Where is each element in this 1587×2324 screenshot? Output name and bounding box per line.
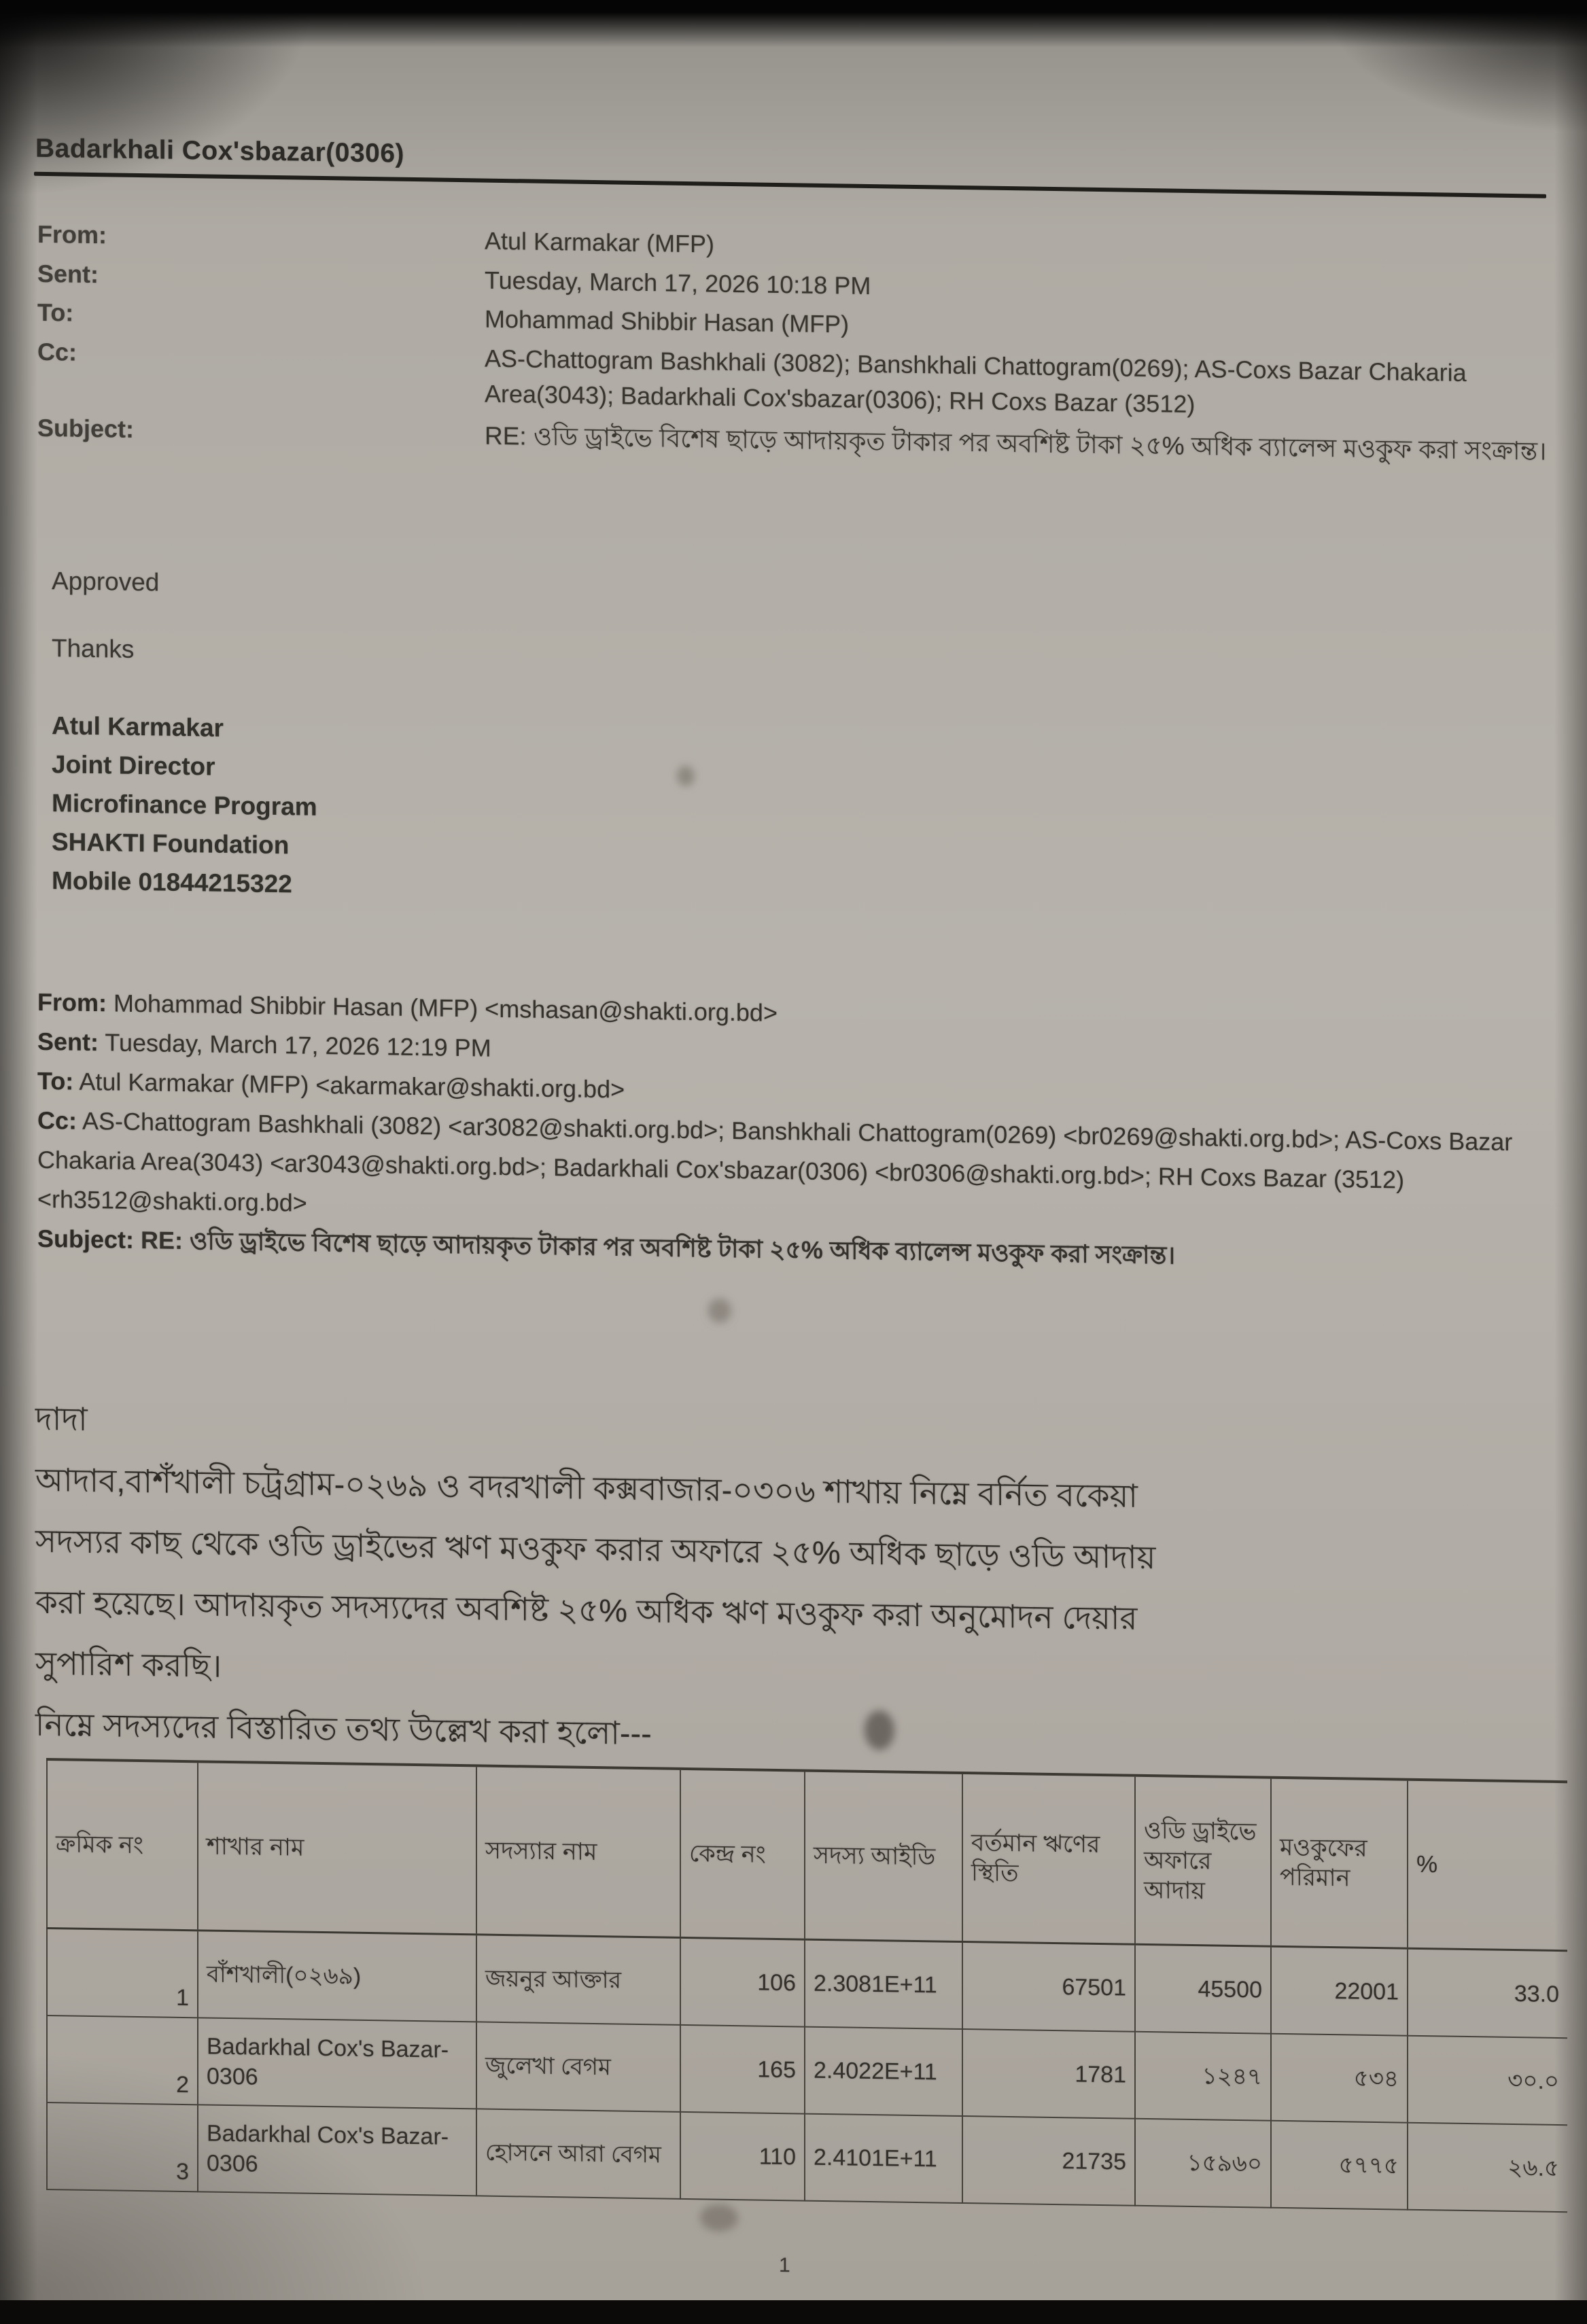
sent-label: Sent: bbox=[37, 259, 99, 289]
sent-value: Tuesday, March 17, 2026 10:18 PM bbox=[485, 266, 871, 300]
from-label: From: bbox=[37, 219, 107, 249]
email2-cc-row bbox=[37, 1101, 1553, 1242]
cell-serial: 1 bbox=[47, 1929, 198, 2018]
to-value: Atul Karmakar (MFP) <akarmakar@shakti.org.bd> bbox=[79, 1067, 625, 1104]
cell-loan-balance: 1781 bbox=[962, 2029, 1135, 2119]
signature-title: Joint Director bbox=[52, 750, 215, 781]
cell-branch: বাঁশখালী(০২৬৯) bbox=[198, 1931, 476, 2022]
header-od-drive-offer-collection: ওডি ড্রাইভে অফারে আদায় bbox=[1135, 1776, 1271, 1946]
subject-value: RE: ওডি ড্রাইভে বিশেষ ছাড়ে আদায়কৃত টাকার পর অবশিষ্ট টাকা ২৫% অধিক ব্যালেন্স মওকুফ করা সংক্রান্ত। bbox=[141, 1226, 1176, 1269]
approval-note: Approved bbox=[52, 567, 160, 597]
cc-label: Cc: bbox=[37, 1106, 77, 1135]
from-value: Mohammad Shibbir Hasan (MFP) <mshasan@shakti.org.bd> bbox=[114, 989, 778, 1027]
cell-member-id: 2.4101E+11 bbox=[805, 2114, 962, 2203]
signature-mobile: Mobile 01844215322 bbox=[52, 866, 292, 898]
cell-center: 106 bbox=[680, 1937, 805, 2026]
header-percent: % bbox=[1408, 1780, 1567, 1951]
cc-value: AS-Chattogram Bashkhali (3082) <ar3082@shakti.org.bd>; Banshkhali Chattogram(0269) <br0269@shakti.org.bd>; AS-Coxs Bazar Chakaria Area(3043) <ar3043@shakti.org.bd>; Badarkhali Cox'sbazar(0306) <br0306@shakti.org.bd>; RH Coxs Bazar (3512) <rh3512@shakti.org.bd> bbox=[37, 1106, 1513, 1217]
closing-text: Thanks bbox=[52, 634, 135, 663]
ink-smudge bbox=[708, 1298, 731, 1323]
body-line: আদাব,বাশঁখালী চট্রগ্রাম-০২৬৯ ও বদরখালী কক্সবাজার-০৩০৬ শাখায় নিম্নে বর্নিত বকেয়া bbox=[35, 1461, 1138, 1514]
cell-percent: ২৬.৫ bbox=[1408, 2123, 1567, 2212]
subject-value: RE: ওডি ড্রাইভে বিশেষ ছাড়ে আদায়কৃত টাকার পর অবশিষ্ট টাকা ২৫% অধিক ব্যালেন্স মওকুফ করা সংক্রান্ত। bbox=[485, 421, 1547, 465]
body-line: দাদা bbox=[35, 1400, 88, 1437]
body-line: নিম্নে সদস্যদের বিস্তারিত তথ্য উল্লেখ করা হলো--- bbox=[35, 1706, 652, 1752]
ink-smudge bbox=[677, 766, 695, 786]
cell-waiver: ৫৩৪ bbox=[1271, 2034, 1408, 2123]
cell-percent: ৩০.০ bbox=[1408, 2036, 1567, 2125]
signature-program: Microfinance Program bbox=[52, 789, 317, 821]
cell-percent: 33.0 bbox=[1408, 1948, 1567, 2038]
cell-od-collection: ১৫৯৬০ bbox=[1135, 2119, 1271, 2208]
signature-name: Atul Karmakar bbox=[52, 711, 224, 742]
header-member-name: সদস্যার নাম bbox=[476, 1765, 680, 1937]
cell-waiver: ৫৭৭৫ bbox=[1271, 2121, 1408, 2210]
cell-serial: 3 bbox=[47, 2102, 198, 2191]
header-current-loan-balance: বর্তমান ঋণের স্থিতি bbox=[962, 1773, 1135, 1944]
cc-label: Cc: bbox=[37, 337, 77, 366]
title-divider bbox=[34, 172, 1546, 198]
to-value: Mohammad Shibbir Hasan (MFP) bbox=[485, 304, 850, 338]
cell-loan-balance: 67501 bbox=[962, 1942, 1135, 2032]
signature-org: SHAKTI Foundation bbox=[52, 828, 290, 860]
members-table bbox=[46, 1758, 1567, 2213]
cell-member-id: 2.3081E+11 bbox=[805, 1939, 962, 2029]
header-center-no: কেন্দ্র নং bbox=[680, 1769, 805, 1939]
body-line: সুপারিশ করছি। bbox=[35, 1644, 222, 1684]
ink-smudge bbox=[865, 1710, 894, 1750]
cell-member: জুলেখা বেগম bbox=[476, 2022, 680, 2111]
subject-label: Subject: bbox=[37, 1224, 135, 1254]
header-serial-no: ক্রমিক নং bbox=[47, 1759, 198, 1931]
cell-od-collection: 45500 bbox=[1135, 1944, 1271, 2033]
to-label: To: bbox=[37, 1066, 74, 1095]
email2-body bbox=[35, 1388, 1571, 1778]
table-header-row bbox=[47, 1759, 1567, 1951]
cell-member: হোসনে আরা বেগম bbox=[476, 2109, 680, 2198]
subject-label: Subject: bbox=[37, 413, 135, 443]
cell-loan-balance: 21735 bbox=[962, 2116, 1135, 2206]
body-line: সদস্যর কাছ থেকে ওডি ড্রাইভের ঋণ মওকুফ করার অফারে ২৫% অধিক ছাড়ে ওডি আদায় bbox=[35, 1522, 1156, 1576]
sent-value: Tuesday, March 17, 2026 12:19 PM bbox=[105, 1028, 491, 1062]
page-title: Badarkhali Cox'sbazar(0306) bbox=[35, 133, 405, 169]
page-number: 1 bbox=[779, 2254, 790, 2277]
cell-branch: Badarkhal Cox's Bazar-0306 bbox=[198, 2018, 476, 2109]
cell-member: জয়নুর আক্তার bbox=[476, 1935, 680, 2025]
body-line: করা হয়েছে। আদায়কৃত সদস্যদের অবশিষ্ট ২৫% অধিক ঋণ মওকুফ করা অনুমোদন দেয়ার bbox=[35, 1583, 1138, 1636]
cc-value: AS-Chattogram Bashkhali (3082); Banshkhali Chattogram(0269); AS-Coxs Bazar Chakaria Area(3043); Badarkhali Cox'sbazar(0306); RH Coxs Bazar (3512) bbox=[485, 344, 1467, 419]
from-value: Atul Karmakar (MFP) bbox=[485, 226, 715, 258]
sent-label: Sent: bbox=[37, 1027, 99, 1057]
cell-center: 165 bbox=[680, 2025, 805, 2114]
from-label: From: bbox=[37, 987, 107, 1017]
cell-branch: Badarkhal Cox's Bazar-0306 bbox=[198, 2105, 476, 2196]
header-waiver-amount: মওকুফের পরিমান bbox=[1271, 1778, 1408, 1948]
cell-member-id: 2.4022E+11 bbox=[805, 2027, 962, 2116]
email2-header bbox=[37, 983, 1553, 1281]
cell-serial: 2 bbox=[47, 2015, 198, 2105]
to-label: To: bbox=[37, 298, 74, 327]
ink-smudge bbox=[700, 2204, 738, 2232]
cell-waiver: 22001 bbox=[1271, 1946, 1408, 2035]
header-branch-name: শাখার নাম bbox=[198, 1761, 476, 1935]
header-member-id: সদস্য আইডি bbox=[805, 1771, 962, 1942]
cell-od-collection: ১২৪৭ bbox=[1135, 2032, 1271, 2121]
cell-center: 110 bbox=[680, 2112, 805, 2201]
